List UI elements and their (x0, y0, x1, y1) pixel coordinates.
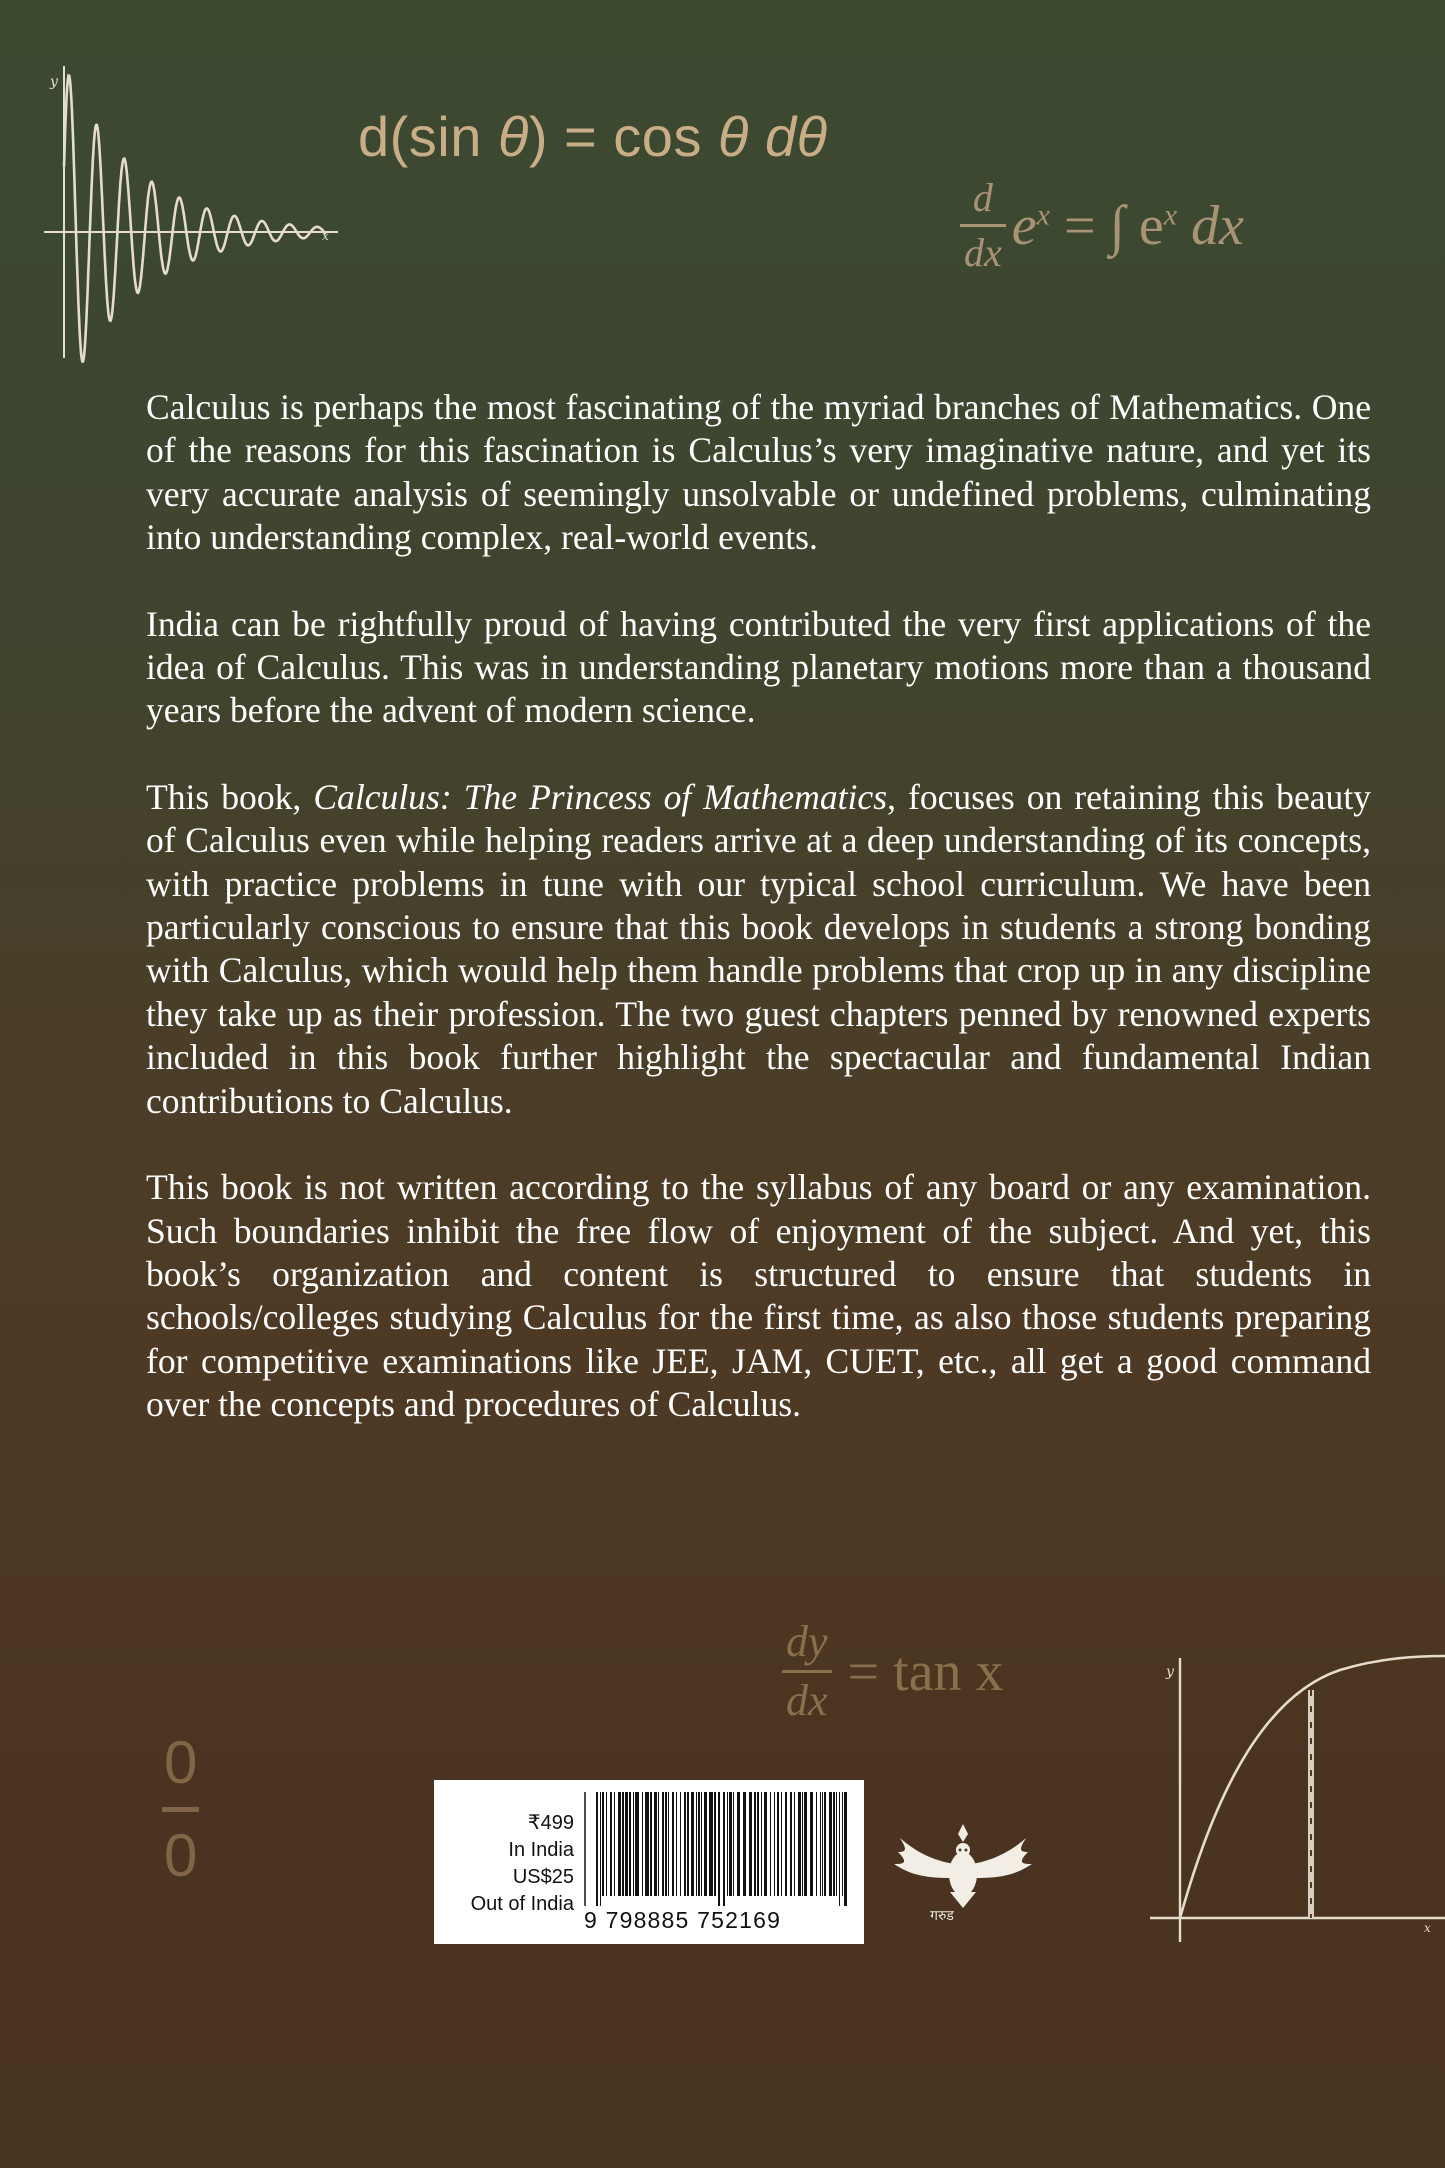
equation-exp-derivative (960, 175, 1244, 275)
barcode (584, 1790, 854, 1910)
equation-zero-over-zero (162, 1728, 205, 1889)
eq-sin-part: d (748, 105, 797, 168)
barcode-bar (696, 1792, 697, 1896)
barcode-bar (701, 1792, 702, 1896)
price-inr: ₹499 (527, 1812, 574, 1834)
barcode-bar (761, 1792, 762, 1896)
barcode-bar (770, 1792, 771, 1896)
barcode-price-box (434, 1780, 864, 1944)
back-cover-blurb (146, 386, 1371, 1427)
barcode-bar (614, 1792, 615, 1896)
barcode-bar (733, 1792, 734, 1896)
barcode-bar (785, 1792, 787, 1896)
isbn-number: 9 798885 752169 (584, 1907, 782, 1933)
eq-tan-denominator: dx (782, 1670, 832, 1723)
barcode-bar (718, 1792, 720, 1906)
barcode-bar (606, 1792, 607, 1896)
blurb-paragraph-1: Calculus is perhaps the most fascinating of the myriad branches of Mathematics. One of the reasons for this fascination is Calculus’s very imaginative nature, and yet its very accurate analysis of seemingly unsolvable or undefined problems, culminating into understanding complex, real-world events. (146, 387, 1371, 558)
eq-sin-theta: θ (796, 105, 828, 168)
eq-sin-theta: θ (497, 105, 529, 168)
barcode-bar (672, 1792, 674, 1896)
barcode-bar (602, 1792, 604, 1896)
barcode-bar (842, 1792, 843, 1896)
publisher-name: गरुड (930, 1908, 954, 1924)
barcode-bar (764, 1792, 767, 1896)
barcode-bar (658, 1792, 659, 1896)
damped-wave-curve (64, 76, 326, 362)
barcode-bar (774, 1792, 775, 1896)
eq-zero-denominator: 0 (162, 1807, 199, 1886)
eq-exp-rhs (1012, 194, 1244, 258)
barcode-bar (668, 1792, 669, 1896)
eq-exp-fraction (960, 175, 1006, 275)
barcode-bar (676, 1792, 677, 1896)
curve-x-label: x (1424, 1921, 1431, 1935)
barcode-bar (723, 1792, 725, 1906)
garuda-logo-icon (878, 1812, 1048, 1912)
barcode-bar (836, 1792, 837, 1896)
price-inr-region: In India (508, 1839, 574, 1861)
barcode-bar (691, 1792, 694, 1896)
barcode-bar (729, 1792, 732, 1896)
barcode-bar (781, 1792, 782, 1896)
eq-tan-numerator: dy (786, 1617, 828, 1666)
equation-sin-derivative (358, 104, 827, 169)
barcode-bar (704, 1792, 707, 1896)
barcode-bar (709, 1792, 713, 1896)
eq-sin-part: d(sin (358, 105, 498, 168)
barcode-bar (698, 1792, 700, 1896)
barcode-bar (610, 1792, 612, 1896)
eq-tan-fraction (782, 1617, 832, 1725)
eq-exp-power: x (1036, 197, 1050, 231)
eq-exp-base: e (1011, 194, 1037, 257)
equation-tan-derivative (782, 1617, 1004, 1725)
barcode-bar (635, 1792, 639, 1896)
damped-wave-graph (44, 66, 338, 361)
barcode-bar (754, 1792, 756, 1896)
barcode-bar (654, 1792, 657, 1896)
eq-tan-rhs: = tan x (847, 1640, 1004, 1703)
blurb-p3-rest: , focuses on retaining this beauty of Calculus even while helping readers arrive at a deep understanding of its concepts, with practice problems in tune with our typical school curriculum. We have been particularly conscious to ensure that this book develops in students a strong bonding with Calculus, which would help them handle problems that crop up in any discipline they take up as their profession. The two guest chapters penned by renowned experts included in this book further highlight the spectacular and fundamental Indian contributions to Calculus. (146, 776, 1371, 1121)
barcode-bar (662, 1792, 664, 1896)
eq-zero-numerator: 0 (164, 1729, 198, 1796)
eq-sin-theta: θ (718, 105, 749, 168)
barcode-bar (642, 1792, 643, 1896)
barcode-bar (777, 1792, 779, 1896)
barcode-bar (629, 1792, 631, 1896)
book-title-italic: Calculus: The Princess of Mathematics (313, 776, 888, 817)
barcode-bar (618, 1792, 621, 1896)
barcode-bar (737, 1792, 740, 1896)
eq-zero-fraction (162, 1729, 199, 1889)
curve-graph (1150, 1656, 1445, 1942)
barcode-bar (794, 1792, 795, 1896)
barcode-bar (804, 1792, 807, 1896)
barcode-bar (757, 1792, 759, 1896)
barcode-bar (665, 1792, 667, 1896)
damped-wave-x-label: x (322, 229, 329, 243)
price-usd: US$25 (512, 1866, 574, 1888)
barcode-bar (844, 1792, 847, 1906)
blurb-p3-prefix: This book, (146, 776, 314, 817)
eq-exp-denominator: dx (960, 224, 1006, 273)
barcode-bar (798, 1792, 801, 1896)
barcode-bar (824, 1792, 826, 1896)
barcode-bar (810, 1792, 813, 1896)
barcode-bar (727, 1792, 728, 1896)
barcode-bar (816, 1792, 817, 1896)
barcode-bar (625, 1792, 628, 1896)
barcode-bar (714, 1792, 716, 1896)
barcode-bars (596, 1792, 847, 1906)
curve-y-label: y (1166, 1664, 1174, 1680)
barcode-bar (790, 1792, 792, 1896)
eq-exp-dx: dx (1177, 194, 1244, 257)
barcode-bar (650, 1792, 652, 1896)
barcode-bar (600, 1792, 601, 1906)
barcode-bar (687, 1792, 689, 1896)
barcode-bar (829, 1792, 832, 1896)
eq-sin-part: ) = cos (528, 105, 718, 168)
eq-exp-integral: = ∫ e (1049, 194, 1164, 257)
barcode-bar (839, 1792, 840, 1906)
barcode-bar (833, 1792, 835, 1896)
barcode-bar (822, 1792, 823, 1896)
price-block (434, 1810, 574, 1918)
blurb-paragraph-4: This book is not written according to the syllabus of any board or any examination. Such boundaries inhibit the free flow of enjoyment of the subject. And yet, this book’s organization and content is structured to ensure that students in schools/colleges studying Calculus for the first time, as also those students preparing for competitive examinations like JEE, JAM, CUET, etc., all get a good command over the concepts and procedures of Calculus. (146, 1167, 1371, 1425)
barcode-bar (802, 1792, 803, 1896)
barcode-bar (596, 1792, 598, 1906)
eq-exp-power: x (1163, 197, 1178, 231)
barcode-bar (645, 1792, 649, 1896)
barcode-bar (622, 1792, 624, 1896)
price-usd-region: Out of India (470, 1893, 574, 1915)
eq-exp-numerator: d (972, 175, 993, 220)
barcode-bar (633, 1792, 634, 1896)
damped-wave-y-label: y (50, 74, 58, 90)
barcode-bar (684, 1792, 686, 1896)
barcode-bar (680, 1792, 681, 1896)
barcode-bar (743, 1792, 746, 1896)
barcode-bar (749, 1792, 752, 1896)
blurb-paragraph-2: India can be rightfully proud of having contributed the very first applications of the idea of Calculus. This was in understanding planetary motions more than a thousand years before the advent of modern science. (146, 603, 1371, 731)
barcode-bar (820, 1792, 821, 1896)
blurb-paragraph-3 (146, 776, 1371, 1123)
